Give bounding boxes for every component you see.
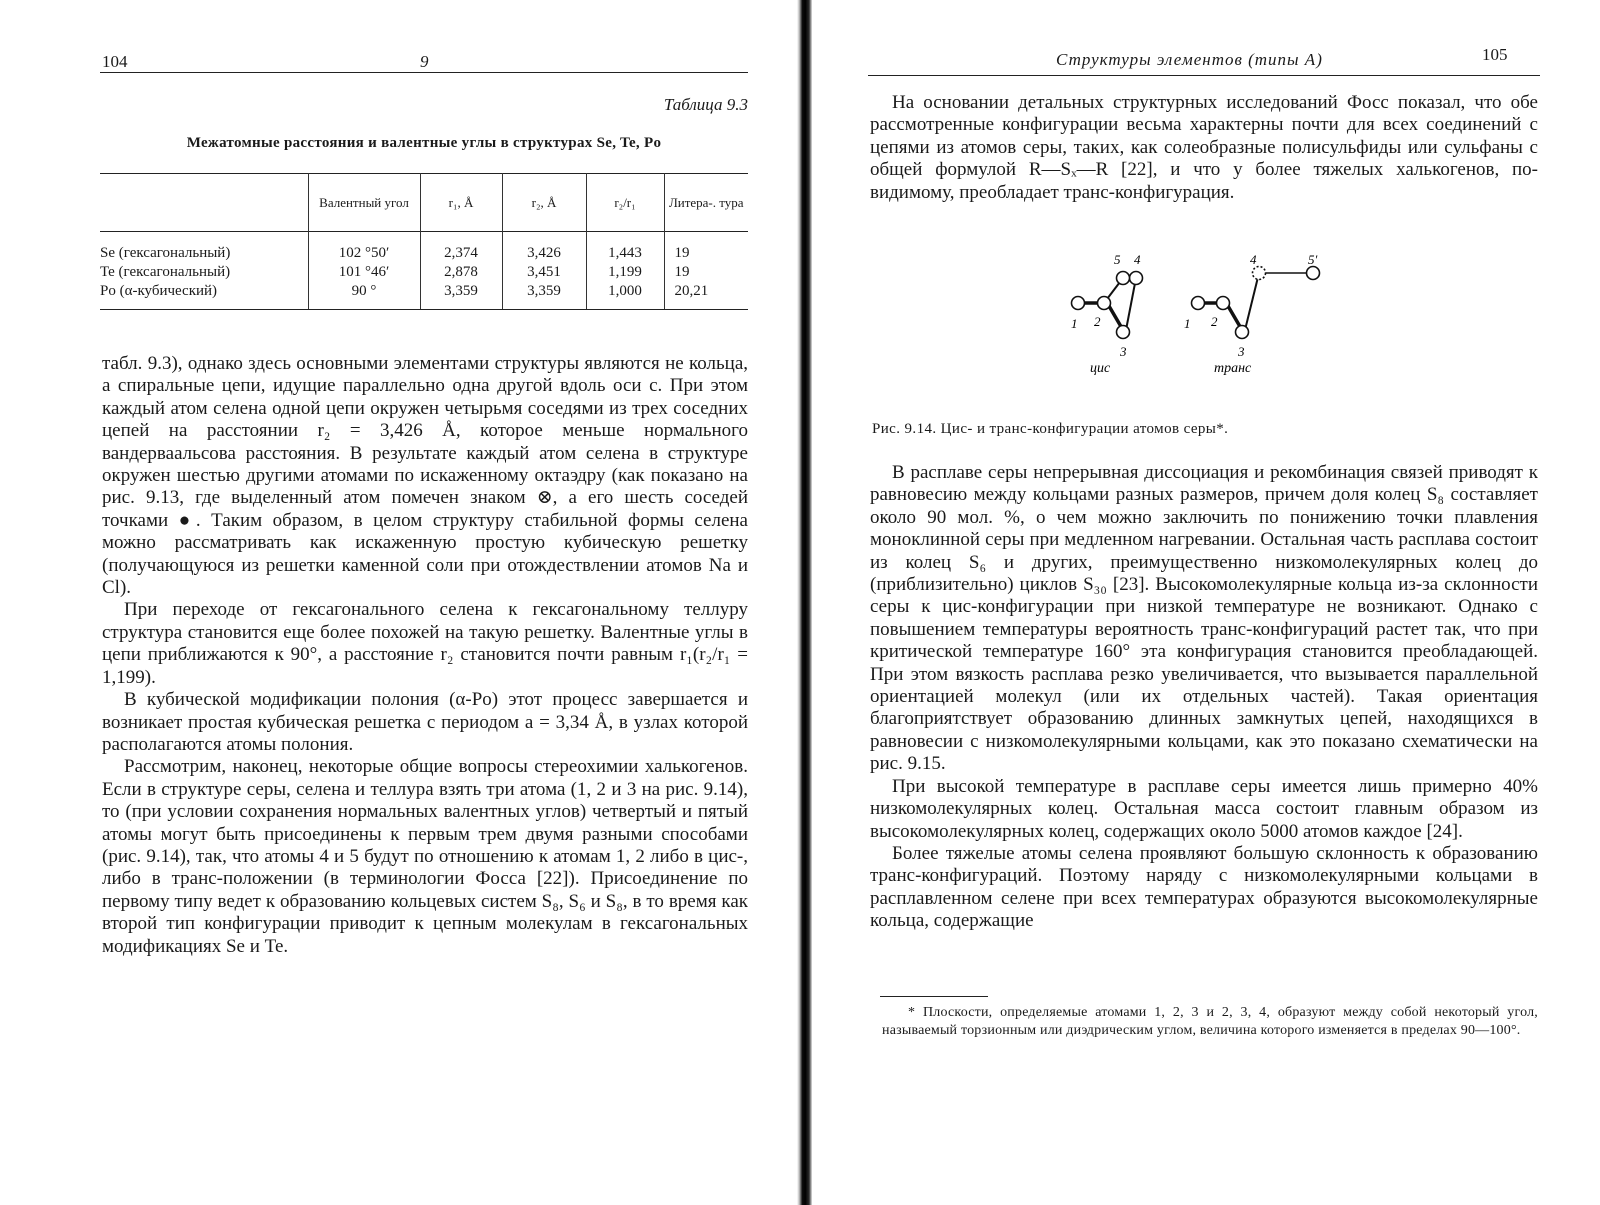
atom-3 — [1117, 326, 1130, 339]
table-cell: Po (α-кубический) — [100, 282, 308, 310]
running-head: Структуры элементов (типы А) — [1056, 50, 1323, 69]
footnote — [882, 1004, 1538, 1040]
right-page — [808, 0, 1600, 1205]
table-cell: 19 — [664, 263, 748, 282]
header-rule — [868, 75, 1540, 76]
table-cell: 3,426 — [502, 232, 586, 264]
table-cell: 2,878 — [420, 263, 502, 282]
atom-5 — [1307, 267, 1320, 280]
body-text-top — [870, 92, 1538, 204]
atom-label: 1 — [1184, 316, 1191, 331]
table-cell: 2,374 — [420, 232, 502, 264]
atom-label: 1 — [1071, 316, 1078, 331]
paragraph: В расплаве серы непрерывная диссоциация и рекомбинация связей приводят к равновесию между кольцами разных размеров, причем доля колец S₈ составляет около 90 мол. %, о чем можно заключить по понижению точки плавления моноклинной серы при медленном нагревании. Остальная часть расплава состоит из колец S₆ и других, преимущественно низкомолекулярных колец до (приблизительно) циклов S₃₀ [23]. Высокомолекулярные кольца из-за склонности серы к цис-конфигурации при низкой температуре не возникают. Однако с повышением температуры вероятность транс-конфигураций растет так, что при критической температуре 160° эта конфигурация становится преобладающей. При этом вязкость расплава резко увеличивается, что вызывается параллельной ориентацией молекул (или их отдельных частей). Такая ориентация благоприятствует образованию длинных замкнутых цепей, находящихся в равновесии с низкомолекулярными кольцами, как это показано схематически на рис. 9.15. — [870, 462, 1538, 775]
table-header-cell: Валентный угол — [308, 174, 420, 232]
atom-label: 4 — [1250, 252, 1257, 267]
table-cell: Se (гексагональный) — [100, 245, 231, 261]
table-header-row — [100, 174, 748, 232]
footnote-rule — [880, 996, 988, 997]
paragraph: Рассмотрим, наконец, некоторые общие вопросы стереохимии халькогенов. Если в структуре серы, селена и теллура взять три атома (1, 2 и 3 на рис. 9.14), то (при условии сохранения нормальных валентных углов) четвертый и пятый атомы могут быть присоединены к первым трем двумя разными способами (рис. 9.14), так, что атомы 4 и 5 будут по отношению к атомам 1, 2 либо в цис-, либо в транс-положении (в терминологии Фосса [22]). Присоединение по первому типу ведет к образованию кольцевых систем S₈, S₆ и S₈, в то время как второй тип конфигурации приводит к цепным молекулам в гексагональных модификациях Se и Te. — [102, 756, 748, 957]
atom-1 — [1072, 297, 1085, 310]
table-cell: 101 °46′ — [308, 263, 420, 282]
atom-5 — [1117, 272, 1130, 285]
table-cell: 3,451 — [502, 263, 586, 282]
paragraph: На основании детальных структурных исследований Фосс показал, что обе рассмотренные конфигурации весьма характерны почти для всех соединений с цепями из атомов серы, таких, как солеобразные полисульфиды или сульфаны с общей формулой R—Sₓ—R [22], и что у более тяжелых халькогенов, по-видимому, преобладает транс-конфигурация. — [870, 92, 1538, 203]
bond — [1245, 273, 1259, 330]
paragraph: При высокой температуре в расплаве серы имеется лишь примерно 40% низкомолекулярных колец. Остальная масса состоит главным образом из высокомолекулярных колец, содержащих около 5000 атомов каждое [24]. — [870, 775, 1538, 842]
table-row — [100, 232, 748, 264]
atom-label: 2 — [1211, 314, 1218, 329]
table-row — [100, 282, 748, 310]
table-cell: 3,359 — [420, 282, 502, 310]
atom-label: 2 — [1094, 314, 1101, 329]
running-head: 9 — [420, 52, 430, 71]
atom-1 — [1192, 297, 1205, 310]
table-cell: 90 ° — [308, 282, 420, 310]
atom-4 — [1253, 267, 1266, 280]
table-cell: 1,000 — [586, 282, 664, 310]
data-table — [100, 173, 748, 310]
paragraph: В кубической модификации полония (α-Po) этот процесс завершается и возникает простая кубическая решетка с периодом a = 3,34 Å, в узлах которой располагаются атомы полония. — [102, 689, 748, 755]
table-cell: 1,443 — [586, 232, 664, 264]
atom-label: 5 — [1114, 252, 1121, 267]
table-row — [100, 263, 748, 282]
atom-2 — [1098, 297, 1111, 310]
table-cell: 3,359 — [502, 282, 586, 310]
table-caption: Таблица 9.3 — [663, 95, 748, 114]
trans-label: транс — [1214, 361, 1252, 376]
table-cell: 19 — [664, 232, 748, 264]
table-header-cell: r₂/r₁ — [586, 174, 664, 232]
body-text — [102, 353, 748, 958]
atom-4 — [1130, 272, 1143, 285]
table-cell: 20,21 — [664, 282, 748, 310]
atom-3 — [1236, 326, 1249, 339]
atom-label: 5′ — [1308, 252, 1318, 267]
table-cell: Te (гексагональный) — [100, 264, 231, 280]
atom-2 — [1217, 297, 1230, 310]
body-text — [870, 462, 1538, 933]
bond — [1126, 278, 1136, 330]
cis-label: цис — [1090, 361, 1111, 376]
paragraph: табл. 9.3), однако здесь основными элементами структуры являются не кольца, а спиральные цепи, идущие параллельно одна другой вдоль оси c. При этом каждый атом селена одной цепи окружен четырьмя соседями из трех соседних цепей на расстоянии r₂ = 3,426 Å, которое меньше нормального вандерваальсова расстояния. В результате каждый атом селена в структуре окружен шестью другими атомами по искаженному октаэдру (как показано на рис. 9.13, где выделенный атом помечен знаком ⊗, а его шесть соседей точками ●. Таким образом, в целом структуру стабильной формы селена можно рассматривать как искаженную простую кубическую решетку (получающуюся из решетки каменной соли при отождествлении атомов Na и Cl). — [102, 353, 748, 599]
table-header-cell: r₂, Å — [502, 174, 586, 232]
table-header-cell: Литера-. тура — [664, 174, 748, 232]
table-cell: 1,199 — [586, 263, 664, 282]
header-rule — [100, 72, 748, 73]
atom-label: 3 — [1120, 344, 1127, 359]
atom-label: 3 — [1238, 344, 1245, 359]
page-number: 104 — [102, 52, 128, 71]
table-cell: 102 °50′ — [308, 232, 420, 264]
table-title: Межатомные расстояния и валентные углы в структурах Se, Te, Po — [186, 135, 662, 151]
atom-label: 4 — [1134, 252, 1141, 267]
figure-caption: Рис. 9.14. Цис- и транс-конфигурации атомов серы*. — [872, 421, 1229, 437]
paragraph: При переходе от гексагонального селена к гексагональному теллуру структура становится еще более похожей на такую решетку. Валентные углы в цепи приближаются к 90°, а расстояние r₂ становится почти равным r₁(r₂/r₁ = 1,199). — [102, 599, 748, 688]
footnote-text: * Плоскости, определяемые атомами 1, 2, 3 и 2, 3, 4, образуют между собой некоторый угол, называемый торзионным или диэдрическим углом, величина которого изменяется в пределах 90—100°. — [882, 1005, 1538, 1038]
paragraph: Более тяжелые атомы селена проявляют большую склонность к образованию транс-конфигураций. Поэтому наряду с низкомолекулярными кольцами в расплавленном селене при всех температурах образуются высокомолекулярные кольца, содержащие — [870, 842, 1538, 932]
cis-trans-figure — [1068, 248, 1368, 382]
table-header-cell — [100, 174, 308, 232]
page-number: 105 — [1482, 45, 1508, 64]
table-header-cell: r₁, Å — [420, 174, 502, 232]
